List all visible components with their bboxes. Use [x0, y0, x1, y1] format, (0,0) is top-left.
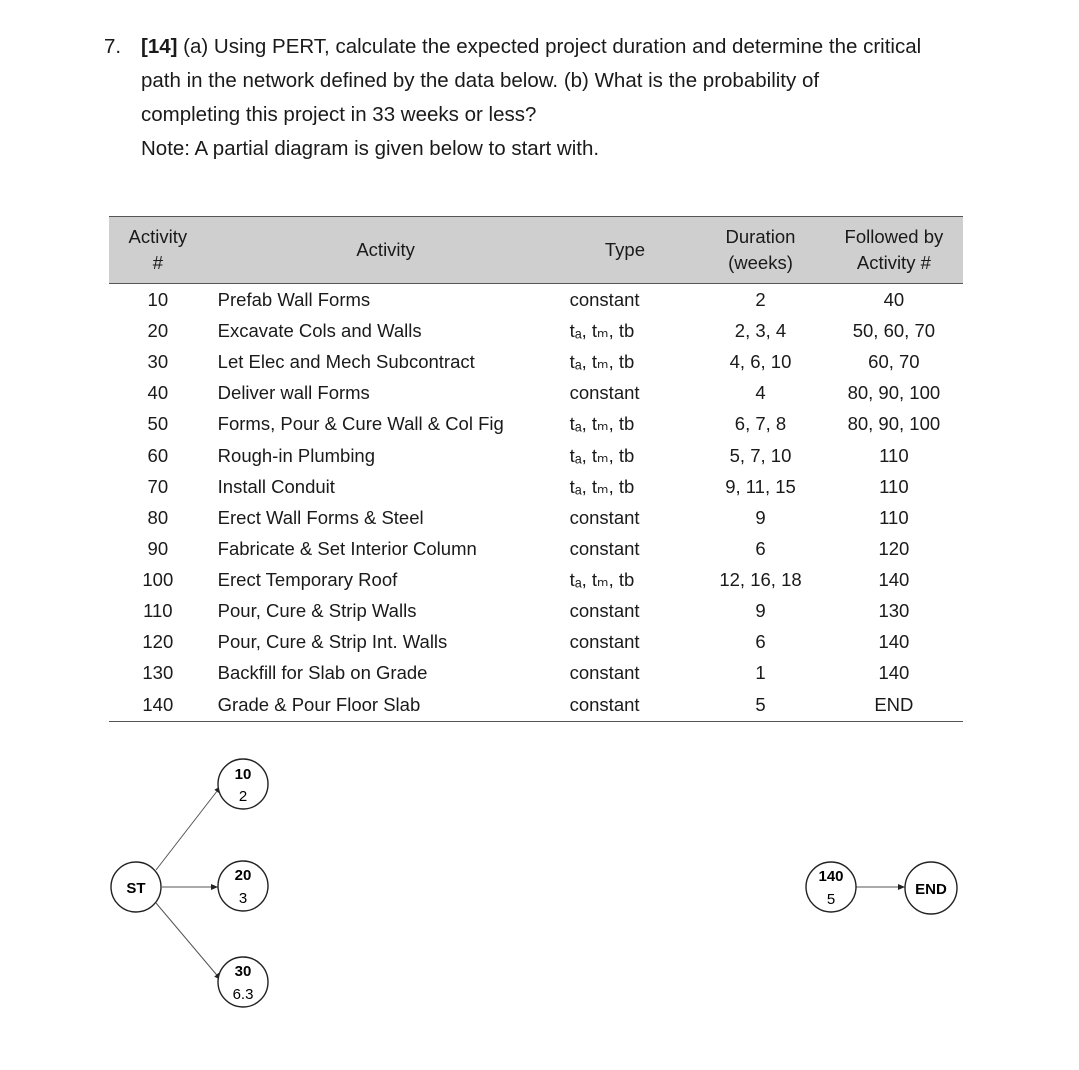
cell-activity-number: 20: [147, 320, 169, 342]
end-node-label: END: [915, 881, 947, 898]
table-row: [109, 471, 963, 502]
cell-followed-by: 140: [878, 631, 910, 653]
node-30: [218, 957, 268, 1007]
end-node: [905, 862, 957, 914]
cell-followed-by: 140: [878, 568, 910, 590]
cell-followed-by: 50, 60, 70: [852, 320, 936, 342]
cell-activity-name: Excavate Cols and Walls: [217, 320, 422, 342]
table-row: [109, 377, 963, 408]
cell-activity-number: 50: [147, 413, 169, 435]
question-text-1: (a) Using PERT, calculate the expected project duration and determine the critical: [177, 35, 922, 58]
cell-duration: 2: [755, 289, 766, 311]
cell-duration: 6: [755, 537, 766, 559]
node-20-duration: 3: [238, 890, 248, 907]
edge-st-10: [156, 786, 221, 870]
cell-activity-number: 120: [142, 631, 174, 653]
cell-duration: 4: [755, 382, 766, 404]
cell-duration: 5: [696, 688, 825, 722]
header-activity: Activity: [207, 217, 554, 284]
cell-followed-by: 40: [883, 289, 905, 311]
start-node-label: ST: [126, 880, 146, 897]
cell-duration: 9: [755, 599, 766, 621]
cell-activity-name: Pour, Cure & Strip Walls: [217, 599, 417, 621]
header-row: [109, 217, 963, 284]
table-row: [109, 408, 963, 439]
cell-duration: 4, 6, 10: [729, 351, 792, 373]
cell-duration: 6: [755, 631, 766, 653]
cell-duration: 2, 3, 4: [734, 320, 787, 342]
cell-activity-number: 60: [147, 444, 169, 466]
table-header: [109, 217, 963, 284]
edge-st-30: [156, 903, 221, 980]
cell-type: constant: [569, 382, 640, 404]
table-row: [109, 439, 963, 470]
network-diagram: [0, 750, 1079, 1070]
table-body: [109, 284, 963, 722]
header-followed-line2: Activity #: [856, 252, 931, 273]
cell-activity-name: Let Elec and Mech Subcontract: [217, 351, 475, 373]
cell-duration: 5, 7, 10: [729, 444, 792, 466]
cell-type: constant: [569, 631, 640, 653]
cell-followed-by: 140: [878, 662, 910, 684]
cell-type: tₐ, tₘ, tb: [569, 413, 635, 435]
cell-followed-by: 120: [878, 537, 910, 559]
cell-type: tₐ, tₘ, tb: [569, 475, 635, 497]
cell-activity-number: 80: [147, 506, 169, 528]
cell-followed-by: 60, 70: [868, 351, 920, 373]
cell-activity-number: 140: [109, 688, 207, 722]
cell-followed-by: 110: [879, 506, 909, 528]
table-row: [109, 657, 963, 688]
cell-activity-name: Erect Temporary Roof: [217, 568, 398, 590]
node-140: [806, 862, 856, 912]
cell-followed-by: 130: [878, 599, 910, 621]
start-node: [111, 862, 161, 912]
header-duration: [696, 217, 825, 284]
question-body: [141, 30, 1001, 166]
activity-table: [109, 216, 963, 722]
cell-activity-name: Deliver wall Forms: [217, 382, 370, 404]
cell-activity-name: Forms, Pour & Cure Wall & Col Fig: [217, 413, 504, 435]
cell-activity-number: 70: [147, 475, 169, 497]
table-row: [109, 595, 963, 626]
cell-activity-name: Erect Wall Forms & Steel: [217, 506, 424, 528]
cell-activity-name: Prefab Wall Forms: [217, 289, 371, 311]
cell-activity-number: 10: [147, 289, 169, 311]
question-points: [14]: [141, 35, 178, 58]
node-30-id: 30: [234, 963, 252, 980]
cell-followed-by: 110: [879, 444, 909, 466]
table-row: [109, 688, 963, 722]
cell-followed-by: END: [825, 688, 963, 722]
cell-activity-number: 130: [142, 662, 174, 684]
cell-activity-name: Grade & Pour Floor Slab: [207, 688, 554, 722]
question-line-2: path in the network defined by the data below. (b) What is the probability of: [141, 69, 820, 92]
cell-activity-number: 100: [142, 568, 174, 590]
node-10-id: 10: [234, 766, 252, 783]
table-row: [109, 626, 963, 657]
cell-activity-name: Fabricate & Set Interior Column: [217, 537, 477, 559]
cell-activity-number: 110: [143, 599, 173, 621]
header-duration-line1: Duration: [725, 226, 796, 247]
node-20: [218, 861, 268, 911]
cell-type: tₐ, tₘ, tb: [569, 568, 635, 590]
question-number: 7.: [104, 35, 122, 58]
question-line-1: [141, 30, 1001, 64]
cell-activity-number: 30: [147, 351, 169, 373]
header-duration-line2: (weeks): [728, 252, 793, 273]
table-row: [109, 284, 963, 316]
cell-activity-name: Install Conduit: [217, 475, 335, 497]
cell-type: constant: [569, 662, 640, 684]
cell-duration: 6, 7, 8: [734, 413, 787, 435]
cell-type: tₐ, tₘ, tb: [569, 351, 635, 373]
header-activity-number-line2: #: [152, 252, 163, 273]
cell-duration: 12, 16, 18: [719, 568, 802, 590]
cell-type: constant: [569, 537, 640, 559]
cell-type: constant: [569, 289, 640, 311]
table-row: [109, 346, 963, 377]
table-row: [109, 315, 963, 346]
header-activity-number: [109, 217, 207, 284]
cell-followed-by: 110: [879, 475, 909, 497]
cell-type: tₐ, tₘ, tb: [569, 444, 635, 466]
node-10-duration: 2: [238, 788, 248, 805]
cell-duration: 1: [755, 662, 766, 684]
cell-type: constant: [569, 599, 640, 621]
cell-activity-number: 90: [147, 537, 169, 559]
cell-type: tₐ, tₘ, tb: [569, 320, 635, 342]
header-followed-line1: Followed by: [844, 226, 944, 247]
table-row: [109, 502, 963, 533]
cell-followed-by: 80, 90, 100: [847, 413, 941, 435]
node-140-duration: 5: [826, 891, 836, 908]
cell-duration: 9, 11, 15: [725, 475, 796, 497]
cell-activity-number: 40: [147, 382, 169, 404]
cell-activity-name: Backfill for Slab on Grade: [217, 662, 428, 684]
header-followed-by: [825, 217, 963, 284]
cell-activity-name: Pour, Cure & Strip Int. Walls: [217, 631, 448, 653]
question-line-3: completing this project in 33 weeks or less?: [141, 103, 537, 126]
cell-activity-name: Rough-in Plumbing: [217, 444, 376, 466]
cell-type: constant: [569, 506, 640, 528]
cell-duration: 9: [755, 506, 766, 528]
node-140-id: 140: [818, 868, 844, 885]
header-type: Type: [554, 217, 697, 284]
cell-type: constant: [554, 688, 697, 722]
cell-followed-by: 80, 90, 100: [847, 382, 941, 404]
header-activity-number-line1: Activity: [128, 226, 188, 247]
node-20-id: 20: [234, 867, 252, 884]
node-30-duration: 6.3: [232, 986, 254, 1003]
node-10: [218, 759, 268, 809]
question-note: Note: A partial diagram is given below to start with.: [141, 137, 600, 160]
table-row: [109, 564, 963, 595]
table-row: [109, 533, 963, 564]
